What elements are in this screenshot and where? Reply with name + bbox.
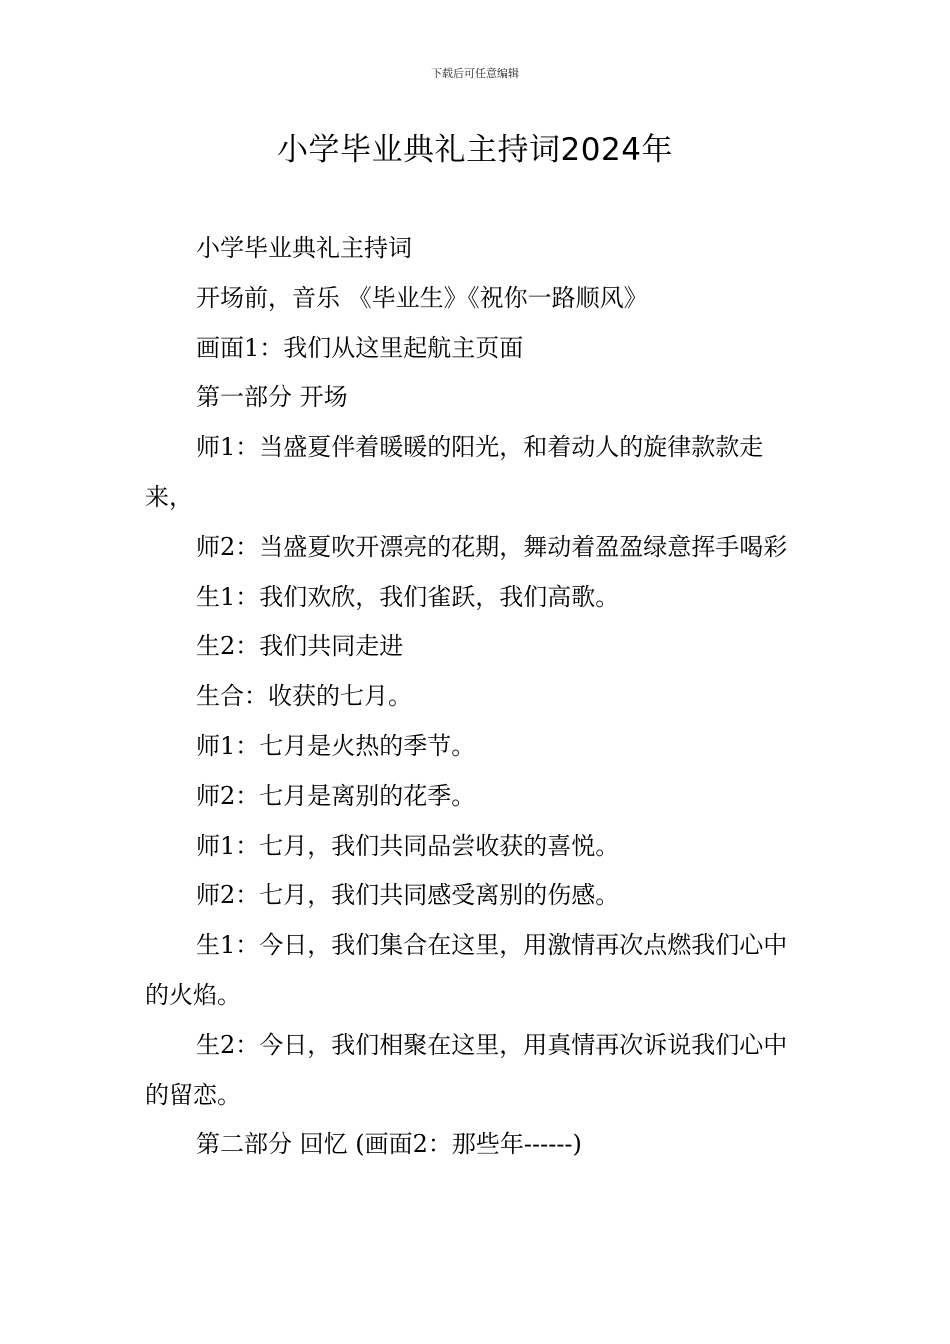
header-note: 下载后可任意编辑	[431, 67, 519, 80]
paragraph-student-1-b: 生1：今日，我们集合在这里，用激情再次点燃我们心中的火焰。	[145, 931, 788, 1009]
paragraph-opening-music: 开场前，音乐 《毕业生》《祝你一路顺风》	[196, 283, 648, 312]
paragraph-subtitle: 小学毕业典礼主持词	[196, 234, 412, 262]
paragraph-scene-1: 画面1：我们从这里起航主页面	[196, 333, 524, 362]
document-title: 小学毕业典礼主持词2024年	[277, 132, 673, 168]
paragraph-teacher-1-c: 师1：七月，我们共同品尝收获的喜悦。	[196, 831, 620, 860]
paragraph-part-2-heading: 第二部分 回忆 (画面2：那些年------)	[196, 1130, 582, 1159]
paragraph-students-together: 生合：收获的七月。	[196, 682, 412, 711]
paragraph-teacher-1-b: 师1：七月是火热的季节。	[196, 731, 476, 760]
document-body	[145, 224, 810, 1170]
paragraph-teacher-2-b: 师2：七月是离别的花季。	[196, 781, 476, 810]
paragraph-teacher-2-a: 师2：当盛夏吹开漂亮的花期，舞动着盈盈绿意挥手喝彩	[196, 532, 788, 561]
paragraph-student-1-a: 生1：我们欢欣，我们雀跃，我们高歌。	[196, 582, 620, 611]
paragraph-part-1-heading: 第一部分 开场	[196, 383, 348, 412]
paragraph-student-2-b: 生2：今日，我们相聚在这里，用真情再次诉说我们心中的留恋。	[145, 1030, 788, 1109]
paragraph-teacher-2-c: 师2：七月，我们共同感受离别的伤感。	[196, 881, 620, 910]
paragraph-teacher-1-a: 师1：当盛夏伴着暖暖的阳光，和着动人的旋律款款走来，	[145, 433, 764, 511]
paragraph-student-2-a: 生2：我们共同走进	[196, 632, 404, 661]
